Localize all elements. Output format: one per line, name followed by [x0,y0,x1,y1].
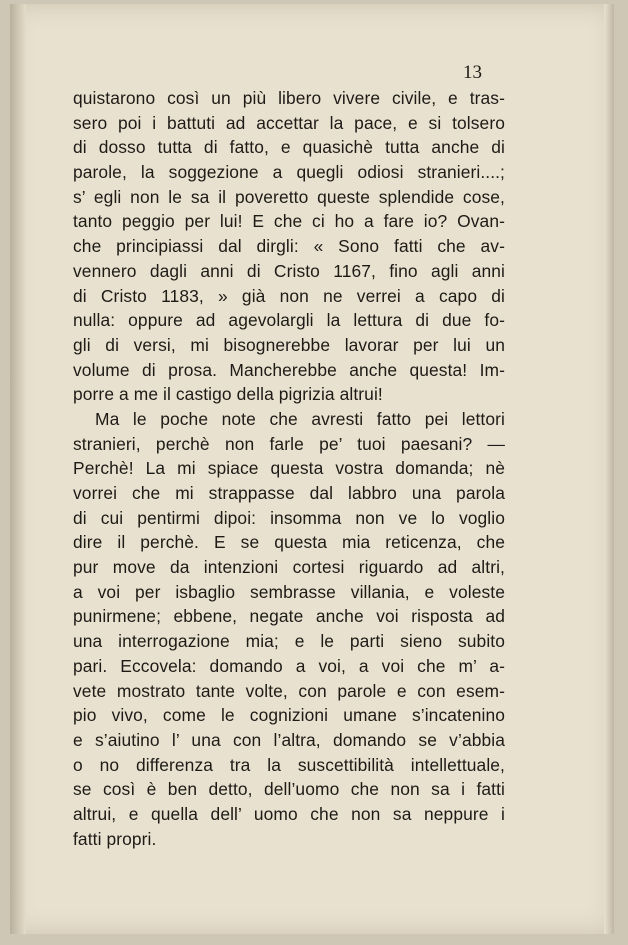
text-line: vorrei che mi strappasse dal labbro una parola [73,483,505,503]
text-line: di dosso tutta di fatto, e quasichè tutta anche di [73,137,505,158]
text-line: nulla: oppure ad agevolargli la lettura di due fo- [73,310,505,331]
book-page [10,4,614,934]
text-line: vennero dagli anni di Cristo 1167, fino agli anni [73,260,505,281]
page-number: 13 [463,62,482,83]
text-line: pur move da intenzioni cortesi riguardo ad altri, [73,557,505,578]
text-line: Ma le poche note che avresti fatto pei lettori [95,408,505,429]
text-line: pari. Eccovela: domando a voi, a voi che m’ a- [73,655,505,676]
page-edge [604,4,614,934]
text-line: che principiassi dal dirgli: « Sono fatti che av- [73,236,505,257]
text-line: s’ egli non le sa il poveretto queste splendide cose, [73,186,505,207]
text-line: punirmene; ebbene, negate anche voi risposta ad [73,606,505,627]
text-line: stranieri, perchè non farle pe’ tuoi paesani? — [73,433,505,454]
text-line: di Cristo 1183, » già non ne verrei a capo di [73,285,505,306]
body-text [73,86,505,851]
text-line: pio vivo, come le cognizioni umane s’incatenino [73,705,505,726]
text-line: sero poi i battuti ad accettar la pace, e si tolsero [73,112,505,133]
text-line: a voi per isbaglio sembrasse villania, e voleste [73,581,505,602]
text-line: quistarono così un più libero vivere civile, e tras- [73,88,505,108]
text-line: dire il perchè. E se questa mia reticenza, che [73,532,505,553]
text-line: di cui pentirmi dipoi: insomma non ve lo voglio [73,507,505,528]
page-gutter [10,4,26,934]
text-line: volume di prosa. Mancherebbe anche questa! Im- [73,359,505,380]
text-line: Perchè! La mi spiace questa vostra domanda; nè [73,458,505,479]
text-line: vete mostrato tante volte, con parole e con esem- [73,680,505,701]
text-line: una interrogazione mia; e le parti sieno subito [73,631,505,652]
text-line: o no differenza tra la suscettibilità intellettuale, [73,754,505,775]
text-line: se così è ben detto, dell’uomo che non sa i fatti [73,779,505,800]
text-line: e s’aiutino l’ una con l’altra, domando se v’abbia [73,729,505,750]
text-line: tanto peggio per lui! E che ci ho a fare io? Ovan- [73,211,505,232]
text-line: gli di versi, mi bisognerebbe lavorar per lui un [73,334,505,355]
text-line: porre a me il castigo della pigrizia altrui! [73,384,383,405]
text-line: fatti propri. [73,828,157,849]
text-line: altrui, e quella dell’ uomo che non sa neppure i [73,803,505,824]
text-line: parole, la soggezione a quegli odiosi stranieri....; [73,162,505,183]
